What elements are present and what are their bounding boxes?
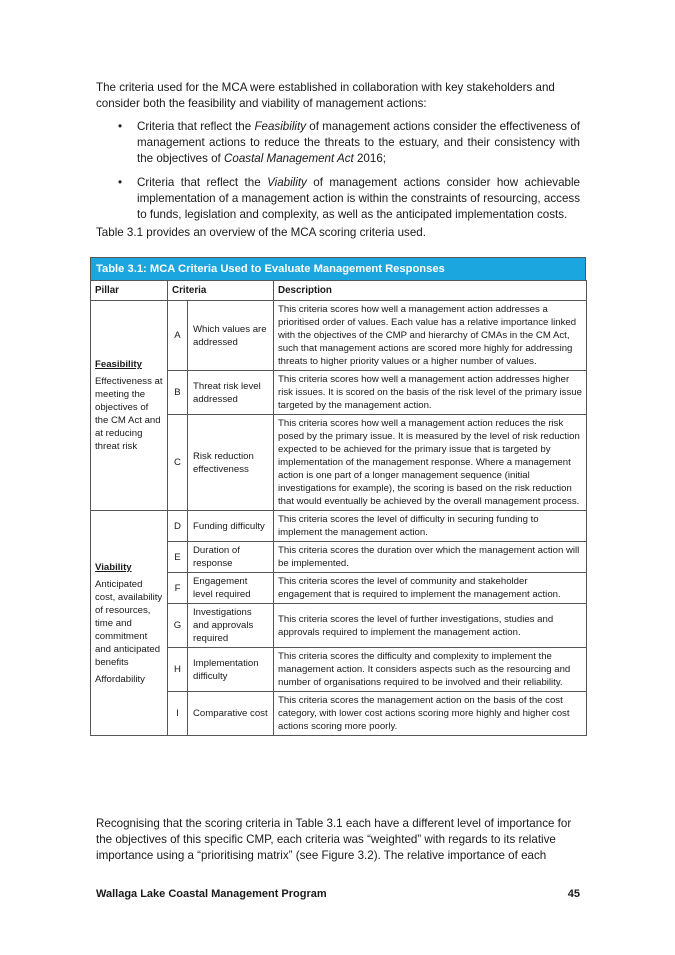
mca-criteria-table — [90, 257, 586, 736]
table-title: Table 3.1: MCA Criteria Used to Evaluate Management Responses — [90, 257, 586, 280]
viability-pillar-desc: Anticipated cost, availability of resources, time and commitment and anticipated benefits — [95, 578, 163, 668]
criteria-description: This criteria scores how well a management action addresses a prioritised order of values. Each value has a relative importance linked with the objectives of the CMP and hierarchy of CMAs in the CM Act, such that management actions are scored more highly for addressing threats to higher priority values or a higher number of values. — [274, 301, 587, 371]
criteria-description: This criteria scores how well a management action addresses higher risk issues. It is scored on the basis of the risk level of the primary issue targeted by the management action. — [274, 371, 587, 415]
criteria-bullet-list — [118, 119, 580, 223]
criteria-description: This criteria scores the duration over which the management action will be implemented. — [274, 542, 587, 573]
intro-paragraph: The criteria used for the MCA were established in collaboration with key stakeholders and consider both the feasibility and viability of management actions: — [96, 81, 555, 110]
table-row — [91, 301, 587, 371]
criteria-letter: C — [168, 415, 188, 511]
criteria-name: Risk reduction effectiveness — [188, 415, 274, 511]
criteria-description: This criteria scores the level of further investigations, studies and approvals required to implement the management action. — [274, 604, 587, 648]
criteria-name: Threat risk level addressed — [188, 371, 274, 415]
header-pillar: Pillar — [91, 281, 168, 301]
table-header-row — [91, 281, 587, 301]
closing-paragraph: Recognising that the scoring criteria in Table 3.1 each have a different level of importance for the objectives of this specific CMP, each criteria was “weighted” with regards to its relative importance using a “prioritising matrix” (see Figure 3.2). The relative importance of each — [96, 817, 572, 862]
table-overview-sentence: Table 3.1 provides an overview of the MCA scoring criteria used. — [96, 226, 426, 239]
criteria-name: Implementation difficulty — [188, 648, 274, 692]
criteria-description: This criteria scores how well a management action reduces the risk posed by the primary issue. It is measured by the level of risk reduction expected to be achieved for the primary issue that is targeted by implementation of the management response. Where a management action is one part of a longer management sequence (initial investigations for example), the scoring is based on the risk reduction that would eventually be achieved by the overall management process. — [274, 415, 587, 511]
header-description: Description — [274, 281, 587, 301]
criteria-letter: H — [168, 648, 188, 692]
criteria-name: Investigations and approvals required — [188, 604, 274, 648]
page-footer — [96, 888, 580, 900]
criteria-letter: B — [168, 371, 188, 415]
criteria-table-grid — [90, 280, 587, 736]
criteria-name: Comparative cost — [188, 692, 274, 736]
table-row — [91, 511, 587, 542]
criteria-letter: G — [168, 604, 188, 648]
viability-pillar-cell — [91, 511, 168, 736]
criteria-letter: A — [168, 301, 188, 371]
criteria-name: Engagement level required — [188, 573, 274, 604]
feasibility-pillar-name: Feasibility — [95, 359, 142, 370]
criteria-description: This criteria scores the level of difficulty in securing funding to implement the management action. — [274, 511, 587, 542]
feasibility-pillar-desc: Effectiveness at meeting the objectives of the CM Act and at reducing threat risk — [95, 376, 163, 452]
page-number: 45 — [567, 888, 580, 900]
criteria-description: This criteria scores the difficulty and complexity to implement the management action. It considers aspects such as the resourcing and number of organisations required to be involved and their reliability. — [274, 648, 587, 692]
viability-term: Viability — [267, 176, 307, 189]
viability-pillar-extra: Affordability — [95, 673, 145, 685]
viability-bullet: • Criteria that reflect the Viability of management actions consider how achievable implementation of a management action is within the constraints of resourcing, access to funds, legislation and complexity, as well as the anticipated implementation costs. — [118, 176, 580, 221]
criteria-letter: E — [168, 542, 188, 573]
feasibility-bullet: • Criteria that reflect the Feasibility of management actions consider the effectiveness of management actions to reduce the threats to the estuary, and their consistency with the objectives of Coastal Management Act 2016; — [118, 120, 580, 165]
criteria-letter: F — [168, 573, 188, 604]
criteria-description: This criteria scores the level of community and stakeholder engagement that is required to implement the management action. — [274, 573, 587, 604]
header-criteria: Criteria — [168, 281, 274, 301]
criteria-letter: I — [168, 692, 188, 736]
footer-document-title: Wallaga Lake Coastal Management Program — [96, 888, 327, 900]
feasibility-pillar-cell — [91, 301, 168, 511]
criteria-letter: D — [168, 511, 188, 542]
feasibility-term: Feasibility — [254, 120, 306, 133]
criteria-name: Duration of response — [188, 542, 274, 573]
criteria-description: This criteria scores the management action on the basis of the cost category, with lower cost actions scoring more highly and higher cost actions scoring more poorly. — [274, 692, 587, 736]
act-name: Coastal Management Act — [224, 152, 354, 165]
bullet-dot-icon: • — [118, 120, 123, 133]
bullet-dot-icon: • — [118, 176, 123, 189]
criteria-name: Funding difficulty — [188, 511, 274, 542]
criteria-name: Which values are addressed — [188, 301, 274, 371]
viability-pillar-name: Viability — [95, 561, 132, 573]
